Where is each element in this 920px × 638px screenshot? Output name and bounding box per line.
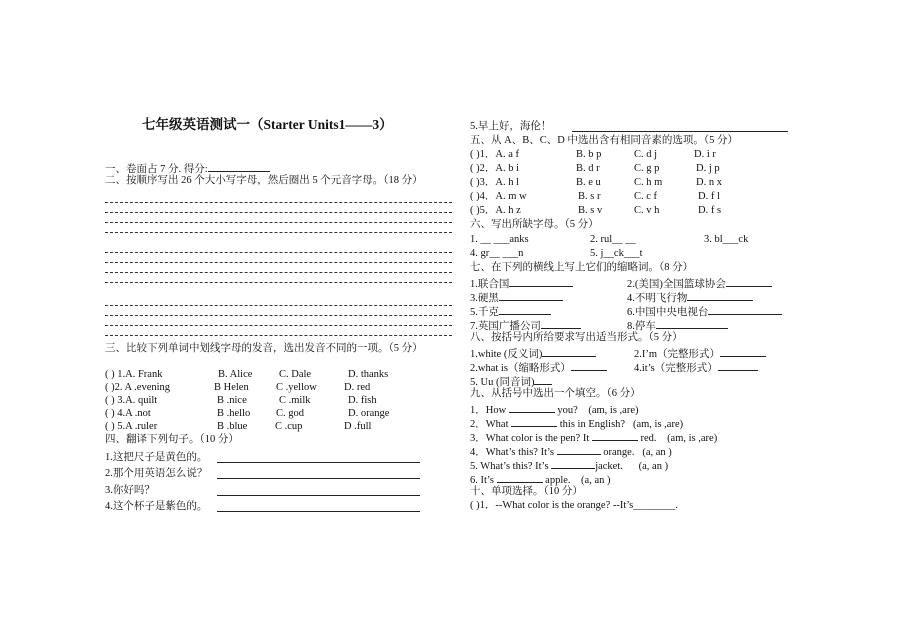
writing-line <box>105 325 452 326</box>
option-b: B. Alice <box>218 369 253 380</box>
abbr-item: 6.中国中央电视台 <box>627 303 782 319</box>
question-choice: ( ) 4.A .not <box>105 408 151 419</box>
fill-item: 2．What this in English? (am, is ,are) <box>470 415 683 431</box>
option-b: B Helen <box>214 382 249 393</box>
option-b: B. b p <box>576 149 602 160</box>
option-b: B .nice <box>217 395 247 406</box>
option-b: B .hello <box>217 408 251 419</box>
option-c: C. god <box>276 408 305 419</box>
fill-item: 1．How you? (am, is ,are) <box>470 401 639 417</box>
choice-item: ( )1．--What color is the orange? --It’s________. <box>470 500 678 511</box>
fill-item: 3．What color is the pen? It red. (am, is ,are) <box>470 429 717 445</box>
section-5-heading: 五、从 A、B、C、D 中选出含有相同音素的选项。（5 分） <box>470 135 739 146</box>
writing-line <box>105 252 452 253</box>
fill-letter-item: 1. __ ___anks <box>470 234 529 245</box>
option-d: D. n x <box>696 177 722 188</box>
translate-item: 4.这个杯子是紫色的。 <box>105 501 208 512</box>
writing-line <box>105 212 452 213</box>
option-d: D .full <box>344 421 372 432</box>
writing-line <box>105 282 452 283</box>
answer-line <box>217 451 420 463</box>
abbr-item: 8.停车 <box>627 317 728 333</box>
section-4-heading: 四、翻译下列句子。（10 分） <box>105 434 239 445</box>
section-9-heading: 九、从括号中选出一个填空。（6 分） <box>470 388 641 399</box>
form-item: 5. Uu (同音词) <box>470 373 552 389</box>
translate-item: 3.你好吗？ <box>105 485 155 496</box>
writing-line <box>105 305 452 306</box>
form-item: 1.white (反义词) <box>470 345 596 361</box>
option-c: C. v h <box>634 205 660 216</box>
abbr-item: 4.不明飞行物 <box>627 289 753 305</box>
option-c: C. Dale <box>279 369 312 380</box>
section-3-heading: 三、比较下列单词中划线字母的发音，选出发音不同的一项。（5 分） <box>105 343 423 354</box>
option-b: B. d r <box>576 163 600 174</box>
abbr-item: 2.(美国)全国篮球协会 <box>627 275 772 291</box>
answer-line <box>217 484 420 496</box>
question-choice: ( )5．A. h z <box>470 205 521 216</box>
option-d: D. red <box>344 382 371 393</box>
option-d: D. orange <box>348 408 390 419</box>
option-c: C. c f <box>634 191 658 202</box>
question-choice: ( ) 3.A. quilt <box>105 395 158 406</box>
fill-letter-item: 5. j__ck___t <box>590 248 643 259</box>
fill-letter-item: 2. rul__ __ <box>590 234 636 245</box>
fill-letter-item: 3. bl___ck <box>704 234 749 245</box>
translate-item: 1.这把尺子是黄色的。 <box>105 452 208 463</box>
option-d: D. j p <box>696 163 720 174</box>
question-choice: ( )4．A. m w <box>470 191 527 202</box>
writing-line <box>105 315 452 316</box>
section-10-heading: 十、单项选择。（10 分） <box>470 486 583 497</box>
option-d: D. fish <box>348 395 377 406</box>
question-choice: ( )2．A. b i <box>470 163 519 174</box>
option-c: C. g p <box>634 163 660 174</box>
option-b: B. s r <box>578 191 601 202</box>
translate-item-5: 5.早上好，海伦！ <box>470 121 552 132</box>
option-c: C .cup <box>275 421 303 432</box>
answer-line <box>217 467 420 479</box>
option-b: B .blue <box>217 421 248 432</box>
writing-line <box>105 335 452 336</box>
fill-item: 5. What’s this? It’s jacket. (a, an ) <box>470 457 668 473</box>
option-d: D. f s <box>698 205 722 216</box>
question-choice: ( )2. A .evening <box>105 382 171 393</box>
option-d: D. thanks <box>348 369 389 380</box>
form-item: 2.what is（缩略形式） <box>470 359 607 375</box>
section-7-heading: 七、在下列的横线上写上它们的缩略词。（8 分） <box>470 262 694 273</box>
writing-line <box>105 202 452 203</box>
option-c: C .milk <box>279 395 311 406</box>
option-b: B. s v <box>578 205 603 216</box>
option-d: D. i r <box>694 149 716 160</box>
form-item: 4.it’s（完整形式） <box>634 359 758 375</box>
option-b: B. e u <box>576 177 601 188</box>
answer-line <box>572 120 788 132</box>
answer-line <box>217 500 420 512</box>
section-6-heading: 六、写出所缺字母。（5 分） <box>470 219 599 230</box>
writing-line <box>105 272 452 273</box>
option-d: D. f l <box>698 191 720 202</box>
abbr-item: 1.联合国 <box>470 275 573 291</box>
form-item: 2.I’m（完整形式） <box>634 345 766 361</box>
section-8-heading: 八、按括号内所给要求写出适当形式。（5 分） <box>470 332 683 343</box>
writing-line <box>105 232 452 233</box>
option-c: C .yellow <box>276 382 317 393</box>
abbr-item: 5.千克 <box>470 303 551 319</box>
fill-item: 4．What’s this? It’s orange. (a, an ) <box>470 443 672 459</box>
option-c: C. h m <box>634 177 663 188</box>
writing-line <box>105 262 452 263</box>
question-choice: ( )1．A. a f <box>470 149 519 160</box>
fill-letter-item: 4. gr__ ___n <box>470 248 524 259</box>
question-choice: ( )3．A. h l <box>470 177 519 188</box>
section-2-heading: 二、按顺序写出 26 个大小写字母，然后圈出 5 个元音字母。（18 分） <box>105 175 423 186</box>
fill-item: 6. It’s apple. (a, an ) <box>470 471 611 487</box>
question-choice: ( ) 1.A. Frank <box>105 369 163 380</box>
abbr-item: 3.硬黑 <box>470 289 563 305</box>
abbr-item: 7.英国广播公司 <box>470 317 581 333</box>
question-choice: ( ) 5.A .ruler <box>105 421 158 432</box>
option-c: C. d j <box>634 149 658 160</box>
page-title: 七年级英语测试一（Starter Units1——3） <box>142 117 393 132</box>
translate-item: 2.那个用英语怎么说？ <box>105 468 208 479</box>
section-1: 一、卷面占 7 分. 得分: <box>105 160 270 176</box>
writing-line <box>105 222 452 223</box>
